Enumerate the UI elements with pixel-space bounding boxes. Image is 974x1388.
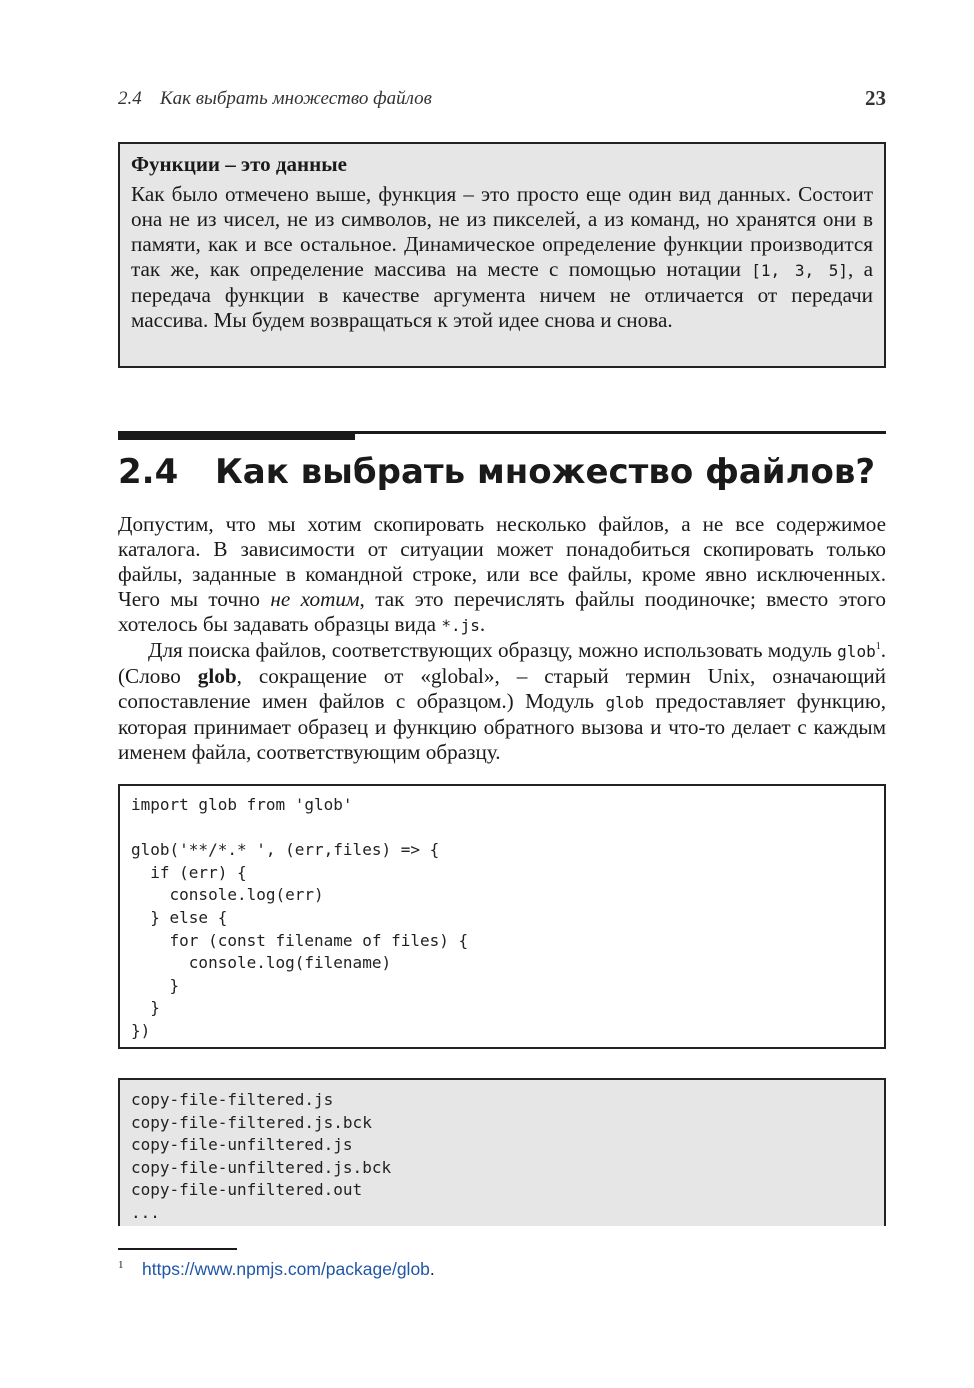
paragraph — [118, 512, 886, 638]
section-rule-accent — [118, 431, 355, 440]
text-run: , сокращение от «global», – старый термин Unix, означающий сопоставление имен файлов с образцом.) Модуль — [118, 664, 887, 713]
sidebar-text — [131, 182, 873, 333]
sidebar-box — [118, 142, 886, 368]
running-header-title: Как выбрать множество файлов — [160, 88, 432, 109]
paragraph — [118, 638, 886, 765]
text-run: Допустим, что мы хотим скопировать несколько файлов, а не все содержимое каталога. В зависимости от ситуации может понадобиться скопировать только файлы, заданные в командной строке, или все файлы, кроме явно исключенных. Чего мы точно — [118, 512, 886, 611]
footnote-mark: 1 — [118, 1259, 124, 1271]
running-header — [118, 86, 886, 114]
footnote-link[interactable]: https://www.npmjs.com/package/glob — [142, 1259, 430, 1279]
footnote-line — [142, 1259, 435, 1280]
code-listing — [118, 784, 886, 1049]
output-listing-text: copy-file-filtered.js copy-file-filtered.js.bck copy-file-unfiltered.js copy-file-unfiltered.js.bck copy-file-unfiltered.out ... — [131, 1090, 392, 1222]
inline-code: *.js — [441, 616, 480, 635]
footnote-rule — [118, 1248, 237, 1250]
text-run: . (Слово — [118, 638, 886, 688]
text-run: , так это перечислять файлы поодиночке; вместо этого хотелось бы задавать образцы вида — [118, 587, 886, 636]
output-listing — [118, 1078, 886, 1226]
emphasis: не хотим — [270, 587, 360, 611]
bold-term: glob — [197, 664, 237, 688]
code-listing-text: import glob from 'glob' glob('**/*.* ', (err,files) => { if (err) { console.log(err) } else { for (const filename of files) { console.log(filename) } } }) — [131, 795, 469, 1040]
inline-code: glob — [837, 642, 876, 661]
text-run: Для поиска файлов, соответствующих образцу, можно использовать модуль — [148, 638, 838, 662]
footnote-period: . — [429, 1259, 435, 1279]
footnote-ref[interactable]: 1 — [875, 641, 881, 652]
section-number: 2.4 — [118, 452, 179, 492]
section-heading — [118, 448, 886, 496]
sidebar-text-part: , а передача функции в качестве аргумента ничем не отличается от передачи массива. Мы будем возвращаться к этой идее снова и снова. — [131, 257, 874, 332]
inline-code: [1, 3, 5] — [751, 261, 848, 280]
body-text — [118, 512, 886, 765]
text-run: . — [479, 612, 486, 636]
page-number: 23 — [865, 86, 886, 110]
running-header-section-number: 2.4 — [118, 88, 142, 109]
section-title: Как выбрать множество файлов? — [215, 452, 876, 492]
sidebar-title: Функции – это данные — [131, 152, 347, 176]
text-run: предоставляет функцию, которая принимает образец и функцию обратного вызова и что-то делает с каждым именем файла, соответствующим образцу. — [118, 689, 886, 764]
sidebar-text-part: Как было отмечено выше, функция – это просто еще один вид данных. Состоит она не из чисел, не из символов, не из пикселей, а из команд, но хранятся они в памяти, как и все остальное. Динамическое определение функции производится так же, как определение массива на месте с помощью нотации — [131, 182, 873, 281]
inline-code: glob — [605, 693, 644, 712]
